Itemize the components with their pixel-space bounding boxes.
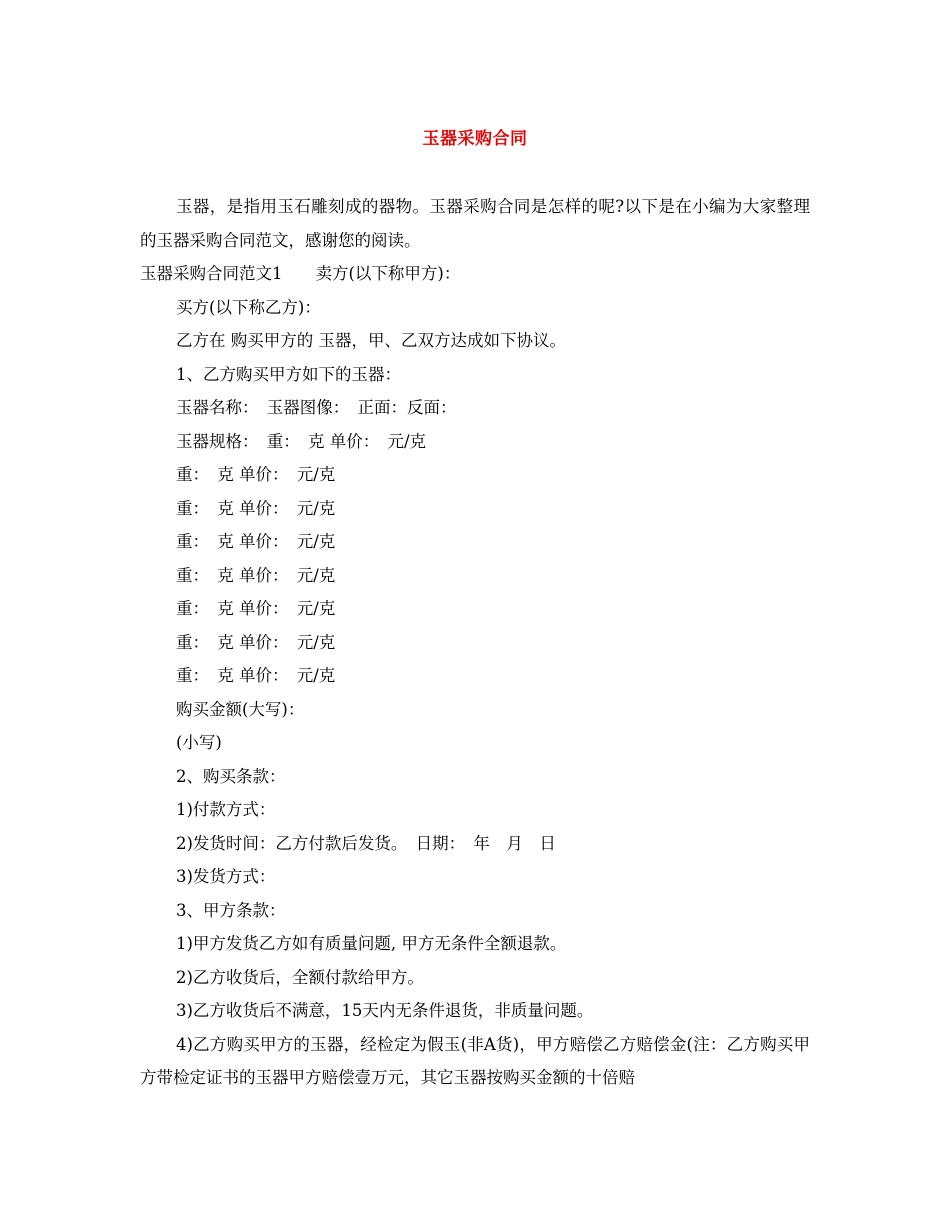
payment-method-line: 1)付款方式： xyxy=(176,800,276,819)
document-body xyxy=(140,190,810,1095)
section-3-heading: 3、甲方条款： xyxy=(176,900,286,920)
clause-refund-line: 1)甲方发货乙方如有质量问题, 甲方无条件全额退款。 xyxy=(176,934,567,953)
weight-price-line: 重： 克 单价： 元/克 xyxy=(176,632,336,652)
sample-heading-seller: 玉器采购合同范文1 卖方(以下称甲方)： xyxy=(140,264,461,283)
shipping-method-line: 3)发货方式： xyxy=(176,867,276,886)
weight-price-line: 重： 克 单价： 元/克 xyxy=(176,666,336,685)
shipping-time-line: 2)发货时间：乙方付款后发货。 日期： 年 月 日 xyxy=(176,833,556,853)
agreement-line: 乙方在 购买甲方的 玉器，甲、乙双方达成如下协议。 xyxy=(176,331,566,350)
amount-uppercase-line: 购买金额(大写)： xyxy=(176,699,305,719)
clause-return-line: 3)乙方收货后不满意，15天内无条件退货，非质量问题。 xyxy=(176,1001,594,1020)
document-title: 玉器采购合同 xyxy=(422,129,528,149)
buyer-line: 买方(以下称乙方)： xyxy=(176,297,321,317)
item-name-line: 玉器名称： 玉器图像： 正面：反面： xyxy=(176,398,457,417)
weight-price-line: 重： 克 单价： 元/克 xyxy=(176,465,336,484)
intro-paragraph: 玉器，是指用玉石雕刻成的器物。玉器采购合同是怎样的呢?以下是在小编为大家整理的玉器采购合同范文，感谢您的阅读。 xyxy=(140,197,810,250)
weight-price-line: 重： 克 单价： 元/克 xyxy=(176,498,336,518)
amount-lowercase-line: (小写) xyxy=(176,733,222,752)
weight-price-line: 重： 克 单价： 元/克 xyxy=(176,565,336,585)
item-spec-line: 玉器规格： 重： 克 单价： 元/克 xyxy=(176,431,427,451)
clause-payment-line: 2)乙方收货后，全额付款给甲方。 xyxy=(176,967,424,987)
section-2-heading: 2、购买条款： xyxy=(176,766,286,786)
clause-compensation-paragraph: 4)乙方购买甲方的玉器，经检定为假玉(非A货)，甲方赔偿乙方赔偿金(注：乙方购买甲方带检定证书的玉器甲方赔偿壹万元，其它玉器按购买金额的十倍赔 xyxy=(140,1034,810,1087)
weight-price-line: 重： 克 单价： 元/克 xyxy=(176,599,336,618)
weight-price-line: 重： 克 单价： 元/克 xyxy=(176,532,336,551)
section-1-heading: 1、乙方购买甲方如下的玉器： xyxy=(176,364,401,384)
